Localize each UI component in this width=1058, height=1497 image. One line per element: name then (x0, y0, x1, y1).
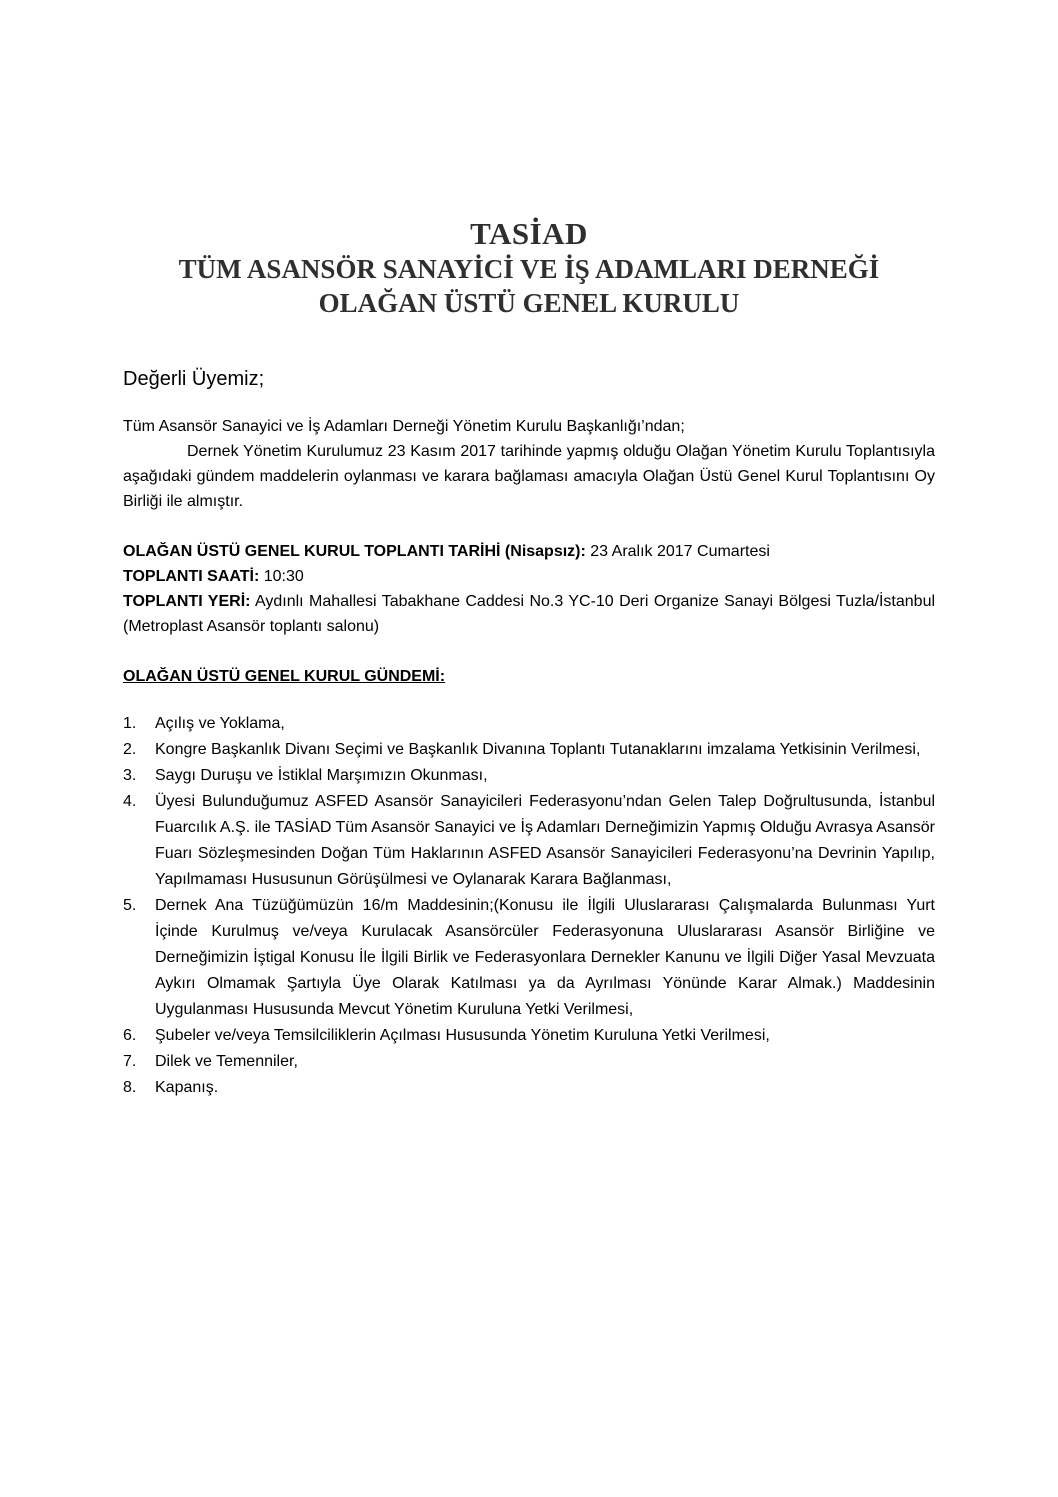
agenda-item (123, 711, 935, 737)
agenda-item-text: Açılış ve Yoklama, (155, 715, 285, 732)
agenda-item-number: 6. (123, 1027, 137, 1044)
meeting-place-label: TOPLANTI YERİ: (123, 593, 251, 610)
meeting-details (123, 539, 935, 639)
agenda-item-number: 2. (123, 741, 137, 758)
agenda-item (123, 737, 935, 763)
agenda-title: OLAĞAN ÜSTÜ GENEL KURUL GÜNDEMİ: (123, 668, 446, 685)
agenda-item-text: Dernek Ana Tüzüğümüzün 16/m Maddesinin;(Konusu ile İlgili Uluslararası Çalışmalarda Bulunması Yurt İçinde Kurulmuş ve/veya Kurulacak Asansörcüler Federasyonuna Uluslararası Asansör Birliğine ve Derneğimizin İştigal Konusu İle İlgili Birlik ve Federasyonlara Dernekler Kanunu ve İlgili Diğer Yasal Mevzuata Aykırı Olmamak Şartıyla Üye Olarak Katılması ya da Ayrılması Yönünde Karar Almak.) Maddesinin Uygulanması Hususunda Mevcut Yönetim Kuruluna Yetki Verilmesi, (155, 897, 935, 1018)
meeting-time (123, 564, 935, 589)
agenda-list (123, 711, 935, 1101)
agenda-item (123, 1023, 935, 1049)
org-short-title: TASİAD (470, 216, 588, 251)
agenda-item-number: 1. (123, 715, 137, 732)
agenda-item-text: Kongre Başkanlık Divanı Seçimi ve Başkanlık Divanına Toplantı Tutanaklarını imzalama Yetkisinin Verilmesi, (155, 741, 921, 758)
document-content (123, 216, 935, 1117)
agenda-item-text: Üyesi Bulunduğumuz ASFED Asansör Sanayicileri Federasyonu’ndan Gelen Talep Doğrultusunda, İstanbul Fuarcılık A.Ş. ile TASİAD Tüm Asansör Sanayici ve İş Adamları Derneğimizin Yapmış Olduğu Avrasya Asansör Fuarı Sözleşmesinden Doğan Tüm Haklarının ASFED Asansör Sanayicileri Federasyonu’na Devrinin Yapılıp, Yapılmaması Hususunun Görüşülmesi ve Oylanarak Karara Bağlanması, (155, 793, 935, 888)
agenda-item (123, 763, 935, 789)
agenda-item-text: Saygı Duruşu ve İstiklal Marşımızın Okunması, (155, 767, 488, 784)
meeting-place (123, 589, 935, 639)
meeting-time-value: 10:30 (263, 568, 304, 585)
meeting-date-value: 23 Aralık 2017 Cumartesi (590, 543, 770, 560)
meeting-time-label: TOPLANTI SAATİ: (123, 568, 260, 585)
agenda-item-number: 8. (123, 1079, 137, 1096)
meeting-date (123, 539, 935, 564)
letter-body: Dernek Yönetim Kurulumuz 23 Kasım 2017 tarihinde yapmış olduğu Olağan Yönetim Kurulu Toplantısıyla aşağıdaki gündem maddelerin oylanması ve karara bağlaması amacıyla Olağan Üstü Genel Kurul Toplantısını Oy Birliği ile almıştır. (123, 443, 935, 510)
meeting-date-label: OLAĞAN ÜSTÜ GENEL KURUL TOPLANTI TARİHİ (Nisapsız): (123, 543, 586, 560)
agenda-item-number: 4. (123, 793, 137, 810)
agenda-item (123, 789, 935, 893)
agenda-item-number: 5. (123, 897, 137, 914)
agenda-item (123, 893, 935, 1023)
agenda-item-text: Kapanış. (155, 1079, 219, 1096)
greeting: Değerli Üyemiz; (123, 368, 265, 390)
meeting-type-title: OLAĞAN ÜSTÜ GENEL KURULU (318, 288, 740, 318)
from-line: Tüm Asansör Sanayici ve İş Adamları Derneği Yönetim Kurulu Başkanlığı’ndan; (123, 418, 685, 435)
agenda-item-text: Dilek ve Temenniler, (155, 1053, 298, 1070)
agenda-item-number: 7. (123, 1053, 137, 1070)
agenda-item-number: 3. (123, 767, 137, 784)
meeting-place-value: Aydınlı Mahallesi Tabakhane Caddesi No.3 YC-10 Deri Organize Sanayi Bölgesi Tuzla/İstanbul (Metroplast Asansör toplantı salonu) (123, 593, 936, 635)
agenda-item (123, 1049, 935, 1075)
org-full-title: TÜM ASANSÖR SANAYİCİ VE İŞ ADAMLARI DERNEĞİ (178, 254, 880, 284)
agenda-item-text: Şubeler ve/veya Temsilciliklerin Açılması Hususunda Yönetim Kuruluna Yetki Verilmesi, (155, 1027, 770, 1044)
agenda-item (123, 1075, 935, 1101)
document-header (123, 216, 935, 320)
